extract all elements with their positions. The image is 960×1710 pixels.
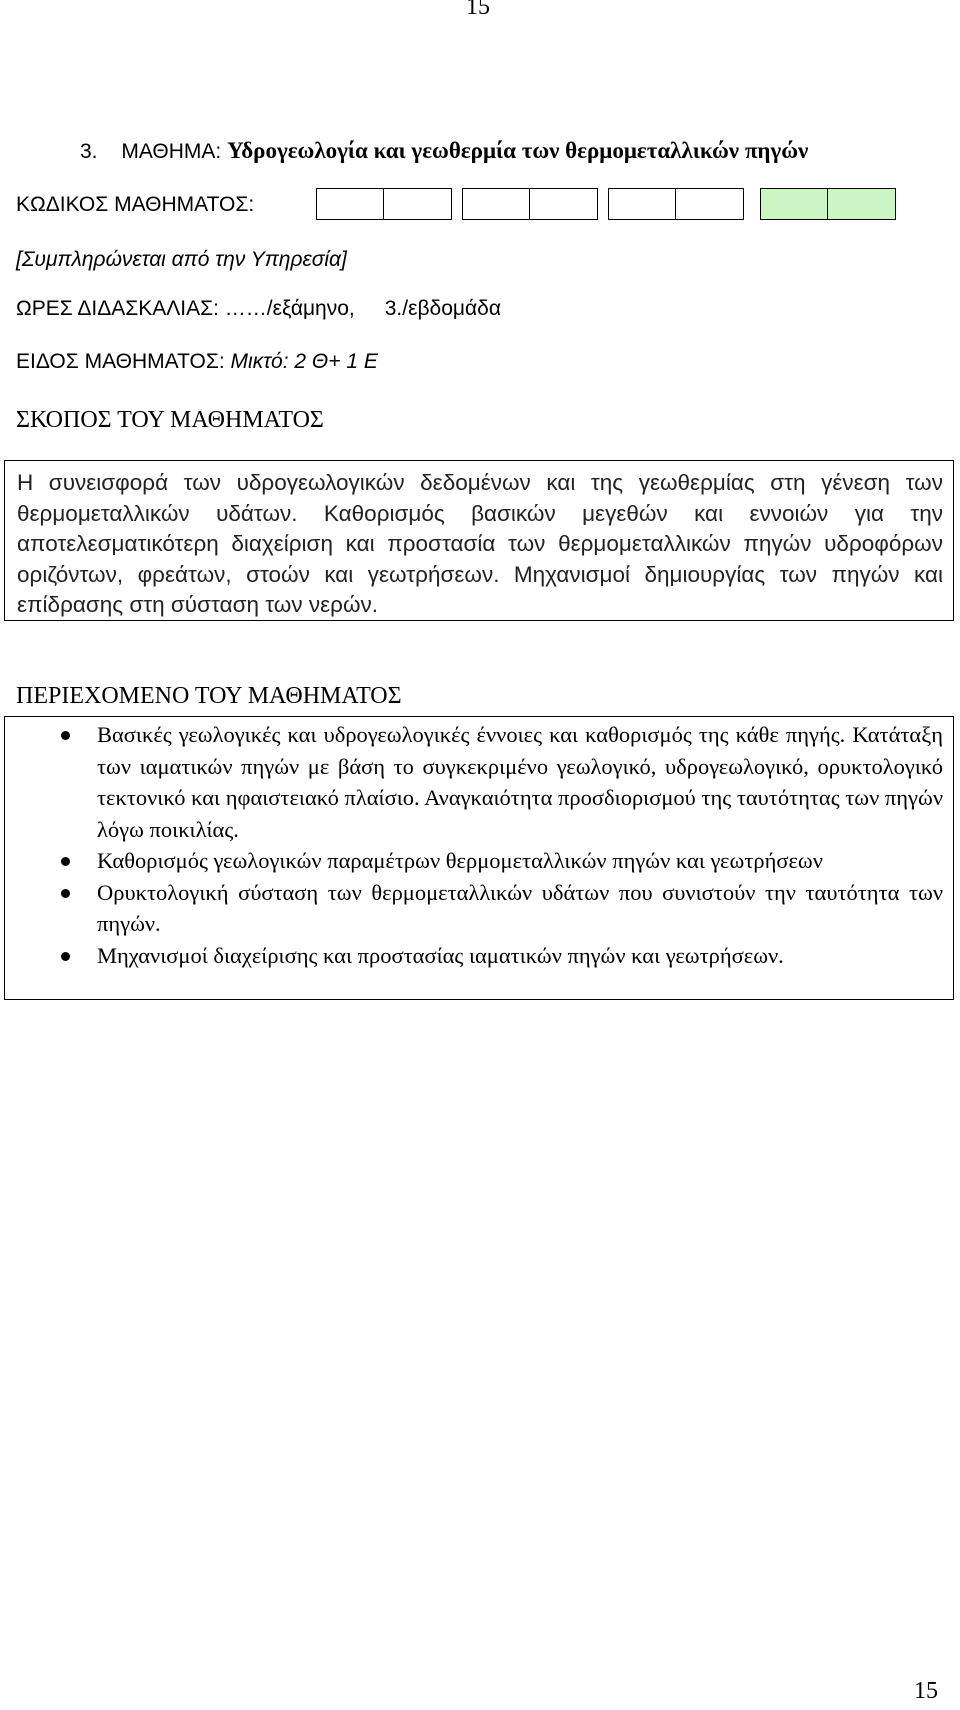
content-heading: ΠΕΡΙΕΧΟΜΕΝΟ ΤΟΥ ΜΑΘΗΜΑΤΟΣ (16, 683, 402, 709)
course-code-label: ΚΩΔΙΚΟΣ ΜΑΘΗΜΑΤΟΣ: (16, 193, 255, 216)
code-cell[interactable] (317, 189, 384, 219)
course-title (80, 138, 808, 164)
content-list-item (5, 719, 943, 845)
course-code-box-2[interactable] (462, 188, 598, 220)
content-list-item (5, 845, 943, 877)
course-code-box-1[interactable] (316, 188, 452, 220)
content-item-text: Καθορισμός γεωλογικών παραμέτρων θερμομεταλλικών πηγών και γεωτρήσεων (97, 848, 823, 873)
content-list-item (5, 877, 943, 940)
code-cell[interactable] (463, 189, 530, 219)
content-list (5, 719, 943, 971)
service-note: [Συμπληρώνεται από την Υπηρεσία] (16, 248, 347, 271)
bullet-icon (61, 889, 70, 898)
course-number: 3. (80, 140, 98, 163)
content-box (4, 716, 954, 1000)
scope-text: Η συνεισφορά των υδρογεωλογικών δεδομένων και της γεωθερμίας στη γένεση των θερμομεταλλικών υδάτων. Καθορισμός βασικών μεγεθών και εννοιών για την αποτελεσματικότερη διαχείριση και προστασία των θερμομεταλλικών πηγών υδροφόρων οριζόντων, φρεάτων, στοών και γεωτρήσεων. Μηχανισμοί δημιουργίας των πηγών και επίδρασης στη σύσταση των νερών. (17, 470, 943, 617)
course-code-box-3[interactable] (608, 188, 744, 220)
scope-heading: ΣΚΟΠΟΣ ΤΟΥ ΜΑΘΗΜΑΤΟΣ (16, 407, 324, 433)
code-cell[interactable] (609, 189, 676, 219)
code-cell[interactable] (828, 189, 895, 219)
code-cell[interactable] (761, 189, 828, 219)
course-type-label: ΕΙΔΟΣ ΜΑΘΗΜΑΤΟΣ: (16, 350, 225, 373)
content-item-text: Ορυκτολογική σύσταση των θερμομεταλλικών υδάτων που συνιστούν την ταυτότητα των πηγών. (97, 879, 943, 936)
bullet-icon (61, 952, 70, 961)
bullet-icon (61, 857, 70, 866)
course-type (16, 350, 378, 374)
course-name: Υδρογεωλογία και γεωθερμία των θερμομεταλλικών πηγών (227, 138, 809, 163)
code-cell[interactable] (676, 189, 743, 219)
course-code-box-4[interactable] (760, 188, 896, 220)
content-item-text: Μηχανισμοί διαχείρισης και προστασίας ιαματικών πηγών και γεωτρήσεων. (97, 942, 784, 968)
content-list-item (5, 940, 943, 972)
bullet-icon (61, 731, 70, 740)
teaching-hours-weekly: 3./εβδομάδα (384, 297, 501, 320)
teaching-hours-label: ΩΡΕΣ ΔΙΔΑΣΚΑΛΙΑΣ: ……/εξάμηνο, (16, 297, 355, 320)
code-cell[interactable] (530, 189, 597, 219)
page-number-bottom: 15 (914, 1678, 938, 1704)
course-label: ΜΑΘΗΜΑ: (121, 140, 222, 163)
teaching-hours (16, 297, 501, 321)
code-cell[interactable] (384, 189, 451, 219)
scope-box (4, 460, 954, 621)
course-type-value: Μικτό: 2 Θ+ 1 Ε (230, 350, 378, 373)
content-item-text: Βασικές γεωλογικές και υδρογεωλογικές έννοιες και καθορισμός της κάθε πηγής. Κατάταξη των ιαματικών πηγών με βάση το συγκεκριμένο γεωλογικό, υδρογεωλογικό, ορυκτολογικό τεκτονικό και ηφαιστειακό πλαίσιο. Αναγκαιότητα προσδιορισμού της ταυτότητας των πηγών λόγω ποικιλίας. (97, 722, 943, 842)
page-number-top: 15 (466, 0, 490, 20)
